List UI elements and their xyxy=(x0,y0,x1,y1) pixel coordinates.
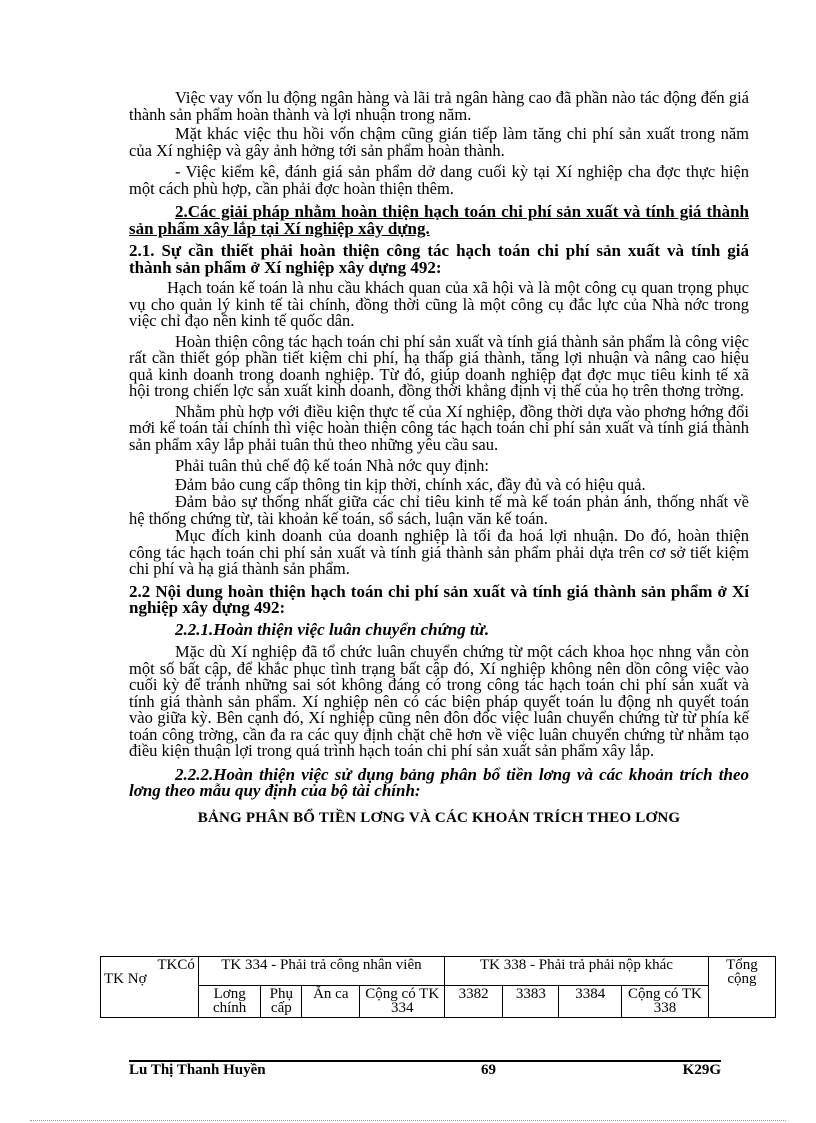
corner-top-label: TKCó xyxy=(157,957,195,973)
table-subheader-row xyxy=(101,986,776,1018)
text-block-1 xyxy=(129,90,749,826)
subheader-cell: Phụ cấp xyxy=(261,986,302,1018)
subsection-heading: 2.2 Nội dung hoàn thiện hạch toán chi phí sản xuất và tính giá thành sản phẩm ở Xí nghiệp xây dựng 492: xyxy=(129,581,749,617)
corner-bottom-label: TK Nợ xyxy=(104,971,147,987)
paragraph: Đảm bảo cung cấp thông tin kịp thời, chính xác, đầy đủ và có hiệu quả. xyxy=(175,474,646,494)
paragraph: Nhằm phù hợp với điều kiện thực tế của Xí nghiệp, đồng thời dựa vào phơng hớng đổi mới kế toán tài chính thì việc hoàn thiện công tác hạch toán chi phí sản xuất và tính giá thành sản phẩm xây lắp phải tuân thủ theo những yêu cầu sau. xyxy=(129,401,749,454)
paragraph: Đảm bảo sự thống nhất giữa các chỉ tiêu kinh tế mà kế toán phản ánh, thống nhất về hệ thống chứng từ, tài khoản kế toán, sổ sách, luận văn kế toán. xyxy=(129,492,749,528)
paragraph: Phải tuân thủ chế độ kế toán Nhà nớc quy định: xyxy=(175,456,489,475)
paragraph: Hạch toán kế toán là nhu cầu khách quan của xã hội và là một công cụ quan trọng phục vụ cho quản lý kinh tế tài chính, đồng thời cũng là một công cụ đắc lực của Nhà nớc trong việc chỉ đạo nền kinh tế quốc dân. xyxy=(129,278,749,330)
page-number: 69 xyxy=(481,1062,496,1078)
paragraph: Hoàn thiện công tác hạch toán chi phí sản xuất và tính giá thành sản phẩm là công việc rất cần thiết góp phần tiết kiệm chi phí, hạ thấp giá thành, tăng lợi nhuận và nâng cao hiệu quả kinh doanh trong doanh nghiệp. Từ đó, giúp doanh nghiệp đạt đợc mục tiêu kinh tế xã hội trong chiến lợc sản xuất kinh doanh, đồng thời khẳng định vị thế của họ trên thơng trờng. xyxy=(129,331,749,400)
salary-allocation-table xyxy=(100,956,776,1018)
section-heading: 2.Các giải pháp nhằm hoàn thiện hạch toán chi phí sản xuất và tính giá thành sản phẩm xây lắp tại Xí nghiệp xây dựng. xyxy=(129,202,749,238)
paragraph: Mặc dù Xí nghiệp đã tổ chức luân chuyển chứng từ một cách khoa học nhng vẫn còn một số bất cập, để khắc phục tình trạng bất cập đó, Xí nghiệp không nên dồn công việc vào cuối kỳ để tránh những sai sót không đáng có trong công tác hạch toán chi phí sản xuất và tính giá thành sản phẩm. Xí nghiệp nên có các biện pháp quyết toán lu động nh quyết toán vào giữa kỳ. Bên cạnh đó, Xí nghiệp cũng nên đôn đốc việc luân chuyển chứng từ từ phía kế toán công trờng, cần đa ra các quy định chặt chẽ hơn về việc luân chuyển chứng từ nhằm tạo điều kiện thuận lợi trong quá trình hạch toán chi phí sản xuất sản phẩm xây lắp. xyxy=(129,642,749,760)
paragraph: - Việc kiểm kê, đánh giá sản phẩm dở dang cuối kỳ tại Xí nghiệp cha đợc thực hiện một cách phù hợp, cần phải đợc hoàn thiện thêm. xyxy=(129,162,749,198)
subheader-cell: 3384 xyxy=(559,986,622,1018)
group-header-334: TK 334 - Phải trả công nhân viên xyxy=(198,957,444,986)
page-bottom-dotted-rule xyxy=(30,1120,786,1121)
footer-author: Lu Thị Thanh Huyền xyxy=(129,1062,266,1078)
group-header-338: TK 338 - Phải trả phải nộp khác xyxy=(445,957,709,986)
table-header-row xyxy=(101,957,776,986)
subheader-cell: Cộng có TK 334 xyxy=(360,986,445,1018)
footer-class: K29G xyxy=(682,1062,721,1078)
total-header: Tổng cộng xyxy=(708,957,775,1018)
subsection-heading: 2.1. Sự cần thiết phải hoàn thiện công tác hạch toán chi phí sản xuất và tính giá thành sản phẩm ở Xí nghiệp xây dựng 492: xyxy=(129,241,749,277)
subheader-cell: Cộng có TK 338 xyxy=(622,986,709,1018)
subheader-cell: 3383 xyxy=(503,986,559,1018)
subheader-cell: Ăn ca xyxy=(302,986,360,1018)
paragraph: Việc vay vốn lu động ngân hàng và lãi trả ngân hàng cao đã phần nào tác động đến giá thành sản phẩm hoàn thành và lợi nhuận trong năm. xyxy=(129,88,749,124)
subsubsection-heading: 2.2.2.Hoàn thiện việc sử dụng bảng phân bổ tiền lơng và các khoản trích theo lơng theo mẫu quy định của bộ tài chính: xyxy=(129,764,749,800)
paragraph: Mục đích kinh doanh của doanh nghiệp là tối đa hoá lợi nhuận. Do đó, hoàn thiện công tác hạch toán chi phí sản xuất và tính giá thành sản phẩm phải dựa trên cơ sở tiết kiệm chi phí và hạ giá thành sản phẩm. xyxy=(129,526,749,578)
corner-cell xyxy=(101,957,199,1018)
subheader-cell: 3382 xyxy=(445,986,503,1018)
paragraph: Mặt khác việc thu hồi vốn chậm cũng gián tiếp làm tăng chi phí sản xuất trong năm của Xí nghiệp và gây ảnh hởng tới sản phẩm hoàn thành. xyxy=(129,124,749,160)
subheader-cell: Lơng chính xyxy=(198,986,261,1018)
subsubsection-heading: 2.2.1.Hoàn thiện việc luân chuyển chứng từ. xyxy=(175,619,490,639)
table-title: BẢNG PHÂN BỔ TIỀN LƠNG VÀ CÁC KHOẢN TRÍCH THEO LƠNG xyxy=(197,809,681,826)
